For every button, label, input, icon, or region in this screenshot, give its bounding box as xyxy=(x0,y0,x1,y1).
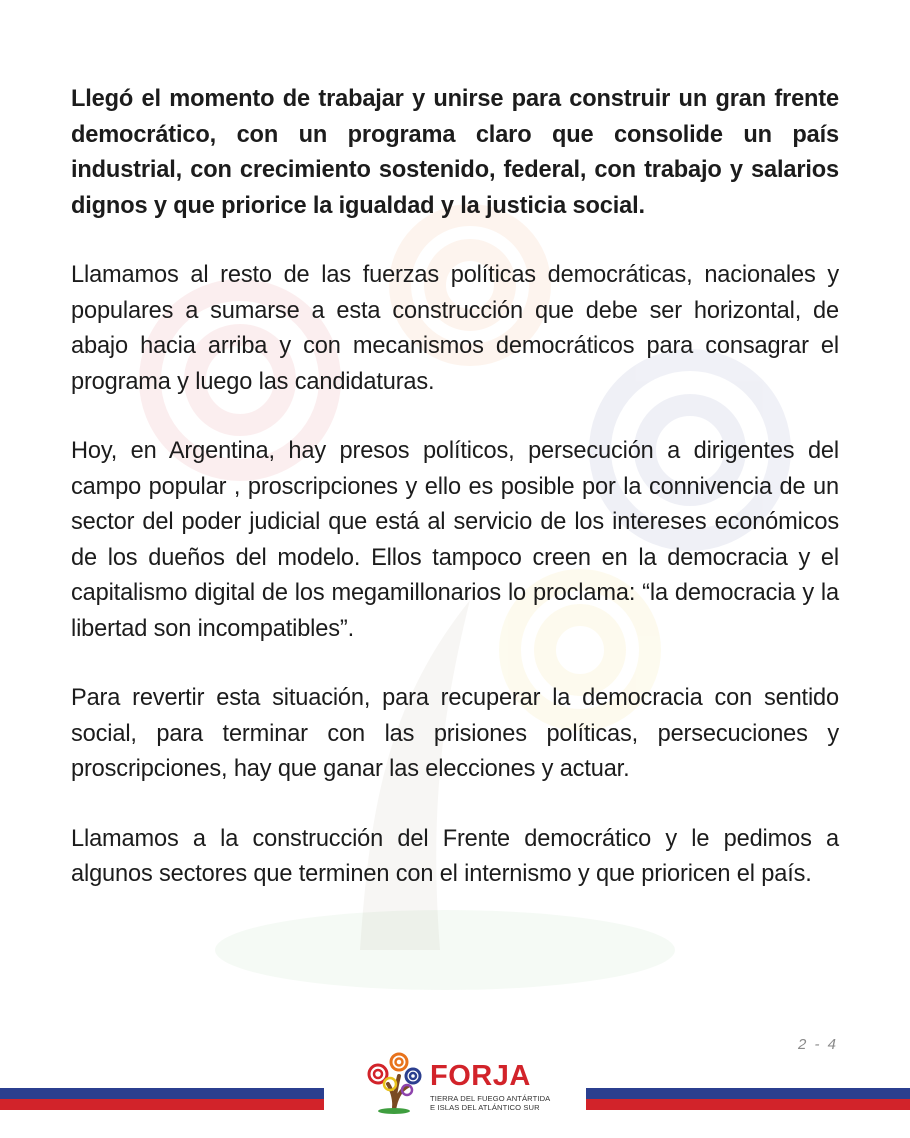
forja-tree-logo-icon xyxy=(366,1052,424,1114)
page-number: 2 - 4 xyxy=(797,1036,838,1053)
brand-name: FORJA xyxy=(430,1060,531,1092)
footer-stripe-right xyxy=(586,1088,910,1110)
brand-subtitle-line1: TIERRA DEL FUEGO ANTÁRTIDA xyxy=(430,1094,551,1103)
brand-subtitle-line2: E ISLAS DEL ATLÁNTICO SUR xyxy=(430,1103,540,1112)
footer-stripe-left xyxy=(0,1088,324,1110)
forja-logo xyxy=(366,1052,551,1116)
body-paragraph: Llamamos a la construcción del Frente democrático y le pedimos a algunos sectores que terminen con el internismo y que prioricen el país. xyxy=(71,825,839,887)
lead-paragraph: Llegó el momento de trabajar y unirse para construir un gran frente democrático, con un programa claro que consolide un país industrial, con crecimiento sostenido, federal, con trabajo y salarios dignos y que priorice la igualdad y la justicia social. xyxy=(71,86,839,219)
body-paragraph: Para revertir esta situación, para recuperar la democracia con sentido social, para terminar con las prisiones políticas, persecuciones y proscripciones, hay que ganar las elecciones y actuar. xyxy=(71,685,839,782)
body-paragraph: Llamamos al resto de las fuerzas políticas democráticas, nacionales y populares a sumarse a esta construcción que debe ser horizontal, de abajo hacia arriba y con mecanismos democráticos para consagrar el programa y luego las candidaturas. xyxy=(71,262,839,395)
statement-body xyxy=(71,82,839,927)
body-paragraph: Hoy, en Argentina, hay presos políticos, persecución a dirigentes del campo popular , proscripciones y ello es posible por la connivencia de un sector del poder judicial que está al servicio de los intereses económicos de los dueños del modelo. Ellos tampoco creen en la democracia y el capitalismo digital de los megamillonarios lo proclama: “la democracia y la libertad son incompatibles”. xyxy=(71,438,839,642)
